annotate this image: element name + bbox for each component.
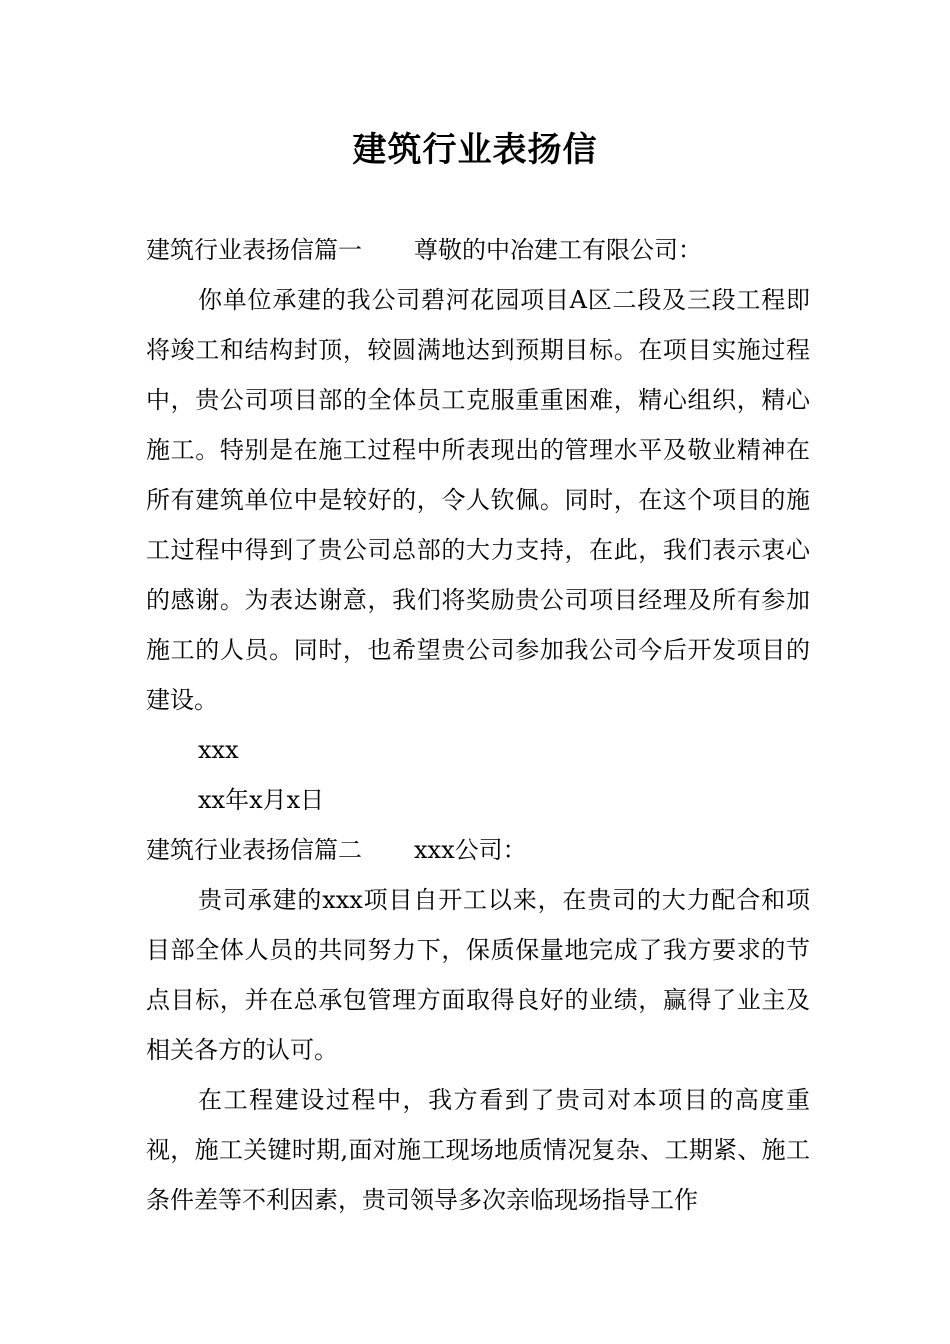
section1-heading-line <box>146 225 810 275</box>
section1-salutation: 尊敬的中冶建工有限公司： <box>414 236 702 264</box>
section2-heading: 建筑行业表扬信篇二 <box>146 836 362 864</box>
section1-signature: xxx <box>198 736 239 764</box>
section2-paragraph-2: 在工程建设过程中，我方看到了贵司对本项目的高度重视，施工关键时期,面对施工现场地质情况复杂、工期紧、施工条件差等不利因素，贵司领导多次亲临现场指导工作 <box>146 1086 810 1214</box>
section1-date: xx年x月x日 <box>198 786 325 814</box>
section2-salutation: xxx公司： <box>414 836 527 864</box>
document-title: 建筑行业表扬信 <box>352 130 598 170</box>
section1-heading: 建筑行业表扬信篇一 <box>146 236 362 264</box>
section1-paragraph-1: 你单位承建的我公司碧河花园项目A区二段及三段工程即将竣工和结构封顶，较圆满地达到预期目标。在项目实施过程中，贵公司项目部的全体员工克服重重困难，精心组织，精心施工。特别是在施工过程中所表现出的管理水平及敬业精神在所有建筑单位中是较好的，令人钦佩。同时，在这个项目的施工过程中得到了贵公司总部的大力支持，在此，我们表示衷心的感谢。为表达谢意，我们将奖励贵公司项目经理及所有参加施工的人员。同时，也希望贵公司参加我公司今后开发项目的建设。 <box>146 286 810 714</box>
section2-heading-line <box>146 825 810 875</box>
section2-paragraph-1: 贵司承建的xxx项目自开工以来，在贵司的大力配合和项目部全体人员的共同努力下，保质保量地完成了我方要求的节点目标，并在总承包管理方面取得良好的业绩，赢得了业主及相关各方的认可。 <box>146 886 810 1064</box>
document-body <box>146 225 810 1225</box>
